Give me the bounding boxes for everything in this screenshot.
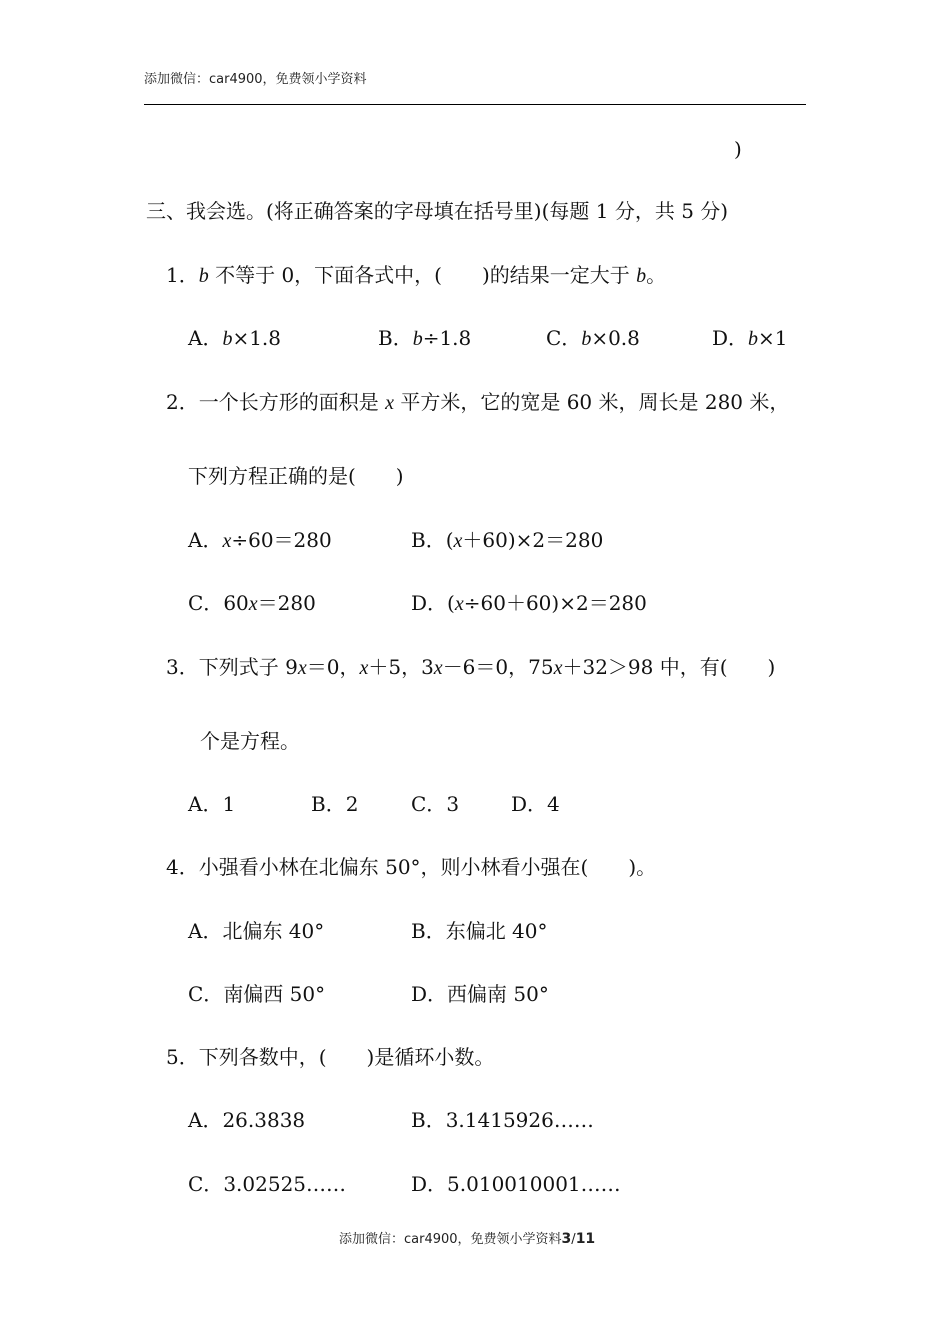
- question-5-option-b[interactable]: B．3.1415926……: [411, 1108, 594, 1132]
- question-3-stem-line2: 个是方程。: [200, 729, 300, 753]
- question-3-stem: 3．下列式子 9x＝0，x＋5，3x－6＝0，75x＋32＞98 中，有( ): [166, 655, 776, 679]
- question-1-option-a[interactable]: A．b×1.8: [188, 326, 282, 350]
- question-5-option-c[interactable]: C．3.02525……: [188, 1172, 347, 1196]
- question-2-stem-line2: 下列方程正确的是( ): [188, 464, 404, 488]
- question-3-option-c[interactable]: C．3: [411, 792, 460, 816]
- top-paren: ): [734, 137, 742, 161]
- question-2-option-b[interactable]: B．(x＋60)×2＝280: [411, 528, 604, 552]
- question-2-stem: 2．一个长方形的面积是 x 平方米，它的宽是 60 米，周长是 280 米，: [166, 390, 790, 414]
- question-5-option-d[interactable]: D．5.010010001……: [411, 1172, 621, 1196]
- question-2-option-d[interactable]: D．(x÷60＋60)×2＝280: [411, 591, 647, 615]
- question-1-option-d[interactable]: D．b×1: [712, 326, 788, 350]
- question-4-stem: 4．小强看小林在北偏东 50°，则小林看小强在( )。: [166, 855, 657, 879]
- page-total: 11: [575, 1231, 596, 1247]
- question-5-stem: 5．下列各数中，( )是循环小数。: [166, 1045, 495, 1069]
- question-1-stem: 1．b 不等于 0，下面各式中，( )的结果一定大于 b。: [166, 263, 667, 287]
- question-1-option-c[interactable]: C．b×0.8: [546, 326, 640, 350]
- question-3-option-d[interactable]: D．4: [511, 792, 560, 816]
- question-4-option-c[interactable]: C．南偏西 50°: [188, 982, 326, 1006]
- header-rule: [144, 104, 806, 105]
- section-title: 三、我会选。(将正确答案的字母填在括号里)(每题 1 分，共 5 分): [146, 199, 729, 223]
- question-2-option-a[interactable]: A．x÷60＝280: [188, 528, 332, 552]
- question-3-option-b[interactable]: B．2: [311, 792, 359, 816]
- header-text: 添加微信：car4900，免费领小学资料: [144, 72, 367, 87]
- question-5-option-a[interactable]: A．26.3838: [188, 1108, 306, 1132]
- page-number: 3: [561, 1231, 572, 1247]
- question-3-option-a[interactable]: A．1: [188, 792, 236, 816]
- question-4-option-b[interactable]: B．东偏北 40°: [411, 919, 548, 943]
- question-1-option-b[interactable]: B．b÷1.8: [378, 326, 472, 350]
- question-2-option-c[interactable]: C．60x＝280: [188, 591, 316, 615]
- question-4-option-d[interactable]: D．西偏南 50°: [411, 982, 549, 1006]
- footer-text: 添加微信：car4900，免费领小学资料: [339, 1232, 562, 1247]
- question-4-option-a[interactable]: A．北偏东 40°: [188, 919, 325, 943]
- footer: 添加微信：car4900，免费领小学资料3/11: [339, 1231, 596, 1247]
